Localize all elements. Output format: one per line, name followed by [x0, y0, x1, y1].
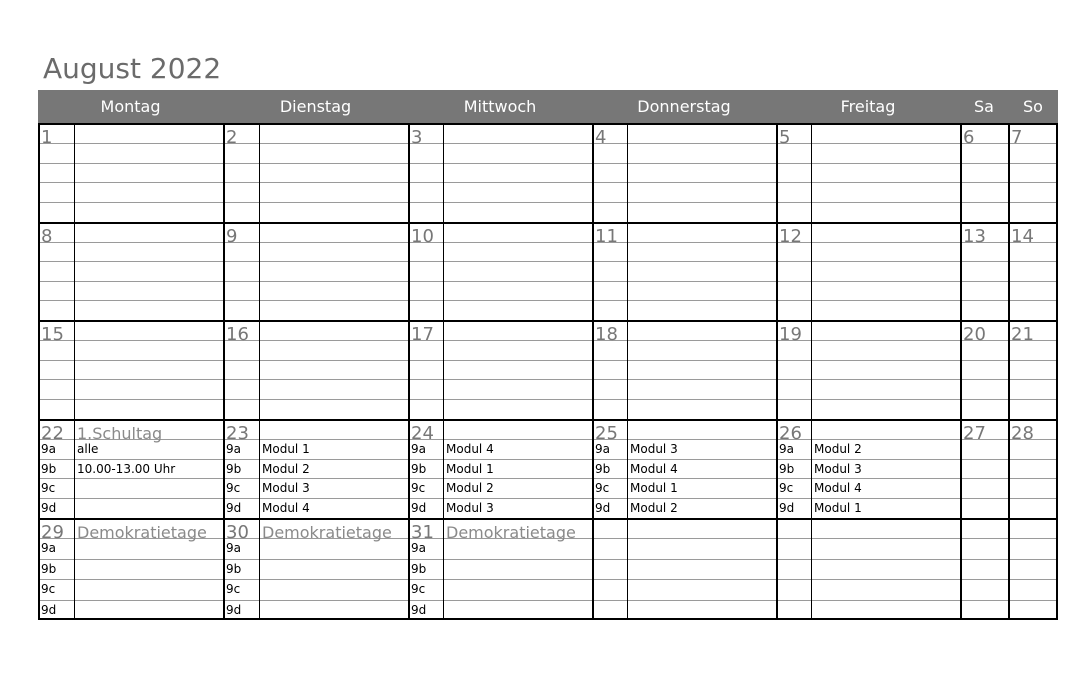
day-number: 20: [963, 324, 986, 345]
schedule-entry: Modul 3: [814, 462, 862, 476]
header-wednesday: Mittwoch: [463, 97, 537, 116]
day-number: 15: [41, 324, 64, 345]
day-number: 21: [1011, 324, 1034, 345]
column-separator: [223, 123, 225, 620]
column-separator: [408, 123, 410, 620]
day-number: 8: [41, 226, 53, 247]
schedule-entry: 10.00-13.00 Uhr: [77, 462, 176, 476]
class-label: 9a: [41, 442, 56, 456]
week-separator: [38, 518, 1058, 520]
day-number: 31: [411, 522, 434, 543]
day-number: 7: [1011, 127, 1023, 148]
class-label: 9b: [411, 562, 427, 576]
week-separator: [38, 618, 1058, 620]
schedule-entry: Modul 1: [446, 462, 494, 476]
day-number: 3: [411, 127, 423, 148]
ruled-line: [38, 242, 1058, 243]
ruled-line: [38, 281, 1058, 282]
header-thursday: Donnerstag: [637, 97, 731, 116]
class-label: 9b: [226, 462, 242, 476]
day-number: 13: [963, 226, 986, 247]
weekday-header: [38, 90, 1058, 123]
ruled-line: [38, 360, 1058, 361]
class-label: 9d: [411, 501, 427, 515]
ruled-line: [38, 459, 1058, 460]
schedule-entry: Modul 3: [446, 501, 494, 515]
ruled-line: [38, 202, 1058, 203]
column-separator: [776, 123, 778, 620]
class-label: 9d: [226, 501, 242, 515]
first-school-day-label: 1.Schultag: [77, 424, 163, 443]
class-label: 9a: [41, 541, 56, 555]
class-label: 9c: [411, 481, 426, 495]
label-column-line: [627, 123, 628, 620]
ruled-line: [38, 399, 1058, 400]
day-number: 16: [226, 324, 249, 345]
day-number: 11: [595, 226, 618, 247]
label-column-line: [74, 123, 75, 620]
schedule-entry: Modul 1: [630, 481, 678, 495]
schedule-entry: Modul 4: [630, 462, 678, 476]
day-number: 1: [41, 127, 53, 148]
schedule-entry: Modul 2: [630, 501, 678, 515]
ruled-line: [38, 143, 1058, 144]
ruled-line: [38, 261, 1058, 262]
ruled-line: [38, 182, 1058, 183]
schedule-entry: Modul 2: [446, 481, 494, 495]
class-label: 9b: [779, 462, 795, 476]
calendar-grid: [38, 123, 1058, 620]
class-label: 9b: [226, 562, 242, 576]
class-label: 9a: [411, 442, 426, 456]
day-number: 23: [226, 423, 249, 444]
class-label: 9b: [41, 562, 57, 576]
day-number: 5: [779, 127, 791, 148]
class-label: 9a: [411, 541, 426, 555]
democracy-days-label: Demokratietage: [262, 523, 392, 542]
class-label: 9c: [226, 481, 241, 495]
schedule-entry: Modul 3: [630, 442, 678, 456]
schedule-entry: Modul 3: [262, 481, 310, 495]
day-number: 10: [411, 226, 434, 247]
day-number: 29: [41, 522, 64, 543]
day-number: 18: [595, 324, 618, 345]
schedule-entry: Modul 4: [262, 501, 310, 515]
day-number: 9: [226, 226, 238, 247]
ruled-line: [38, 300, 1058, 301]
ruled-line: [38, 579, 1058, 580]
democracy-days-label: Demokratietage: [446, 523, 576, 542]
ruled-line: [38, 163, 1058, 164]
schedule-entry: Modul 2: [262, 462, 310, 476]
class-label: 9c: [595, 481, 610, 495]
column-separator: [38, 123, 40, 620]
day-number: 27: [963, 423, 986, 444]
class-label: 9c: [411, 582, 426, 596]
class-label: 9c: [41, 582, 56, 596]
day-number: 25: [595, 423, 618, 444]
label-column-line: [259, 123, 260, 620]
schedule-entry: Modul 1: [262, 442, 310, 456]
column-separator: [592, 123, 594, 620]
label-column-line: [443, 123, 444, 620]
week-separator: [38, 320, 1058, 322]
header-friday: Freitag: [840, 97, 896, 116]
schedule-entry: Modul 4: [814, 481, 862, 495]
class-label: 9a: [226, 541, 241, 555]
ruled-line: [38, 439, 1058, 440]
schedule-entry: Modul 1: [814, 501, 862, 515]
ruled-line: [38, 478, 1058, 479]
calendar-title: August 2022: [43, 52, 222, 85]
day-number: 12: [779, 226, 802, 247]
class-label: 9d: [226, 603, 242, 617]
week-separator: [38, 222, 1058, 224]
day-number: 28: [1011, 423, 1034, 444]
class-label: 9d: [411, 603, 427, 617]
column-separator: [960, 123, 962, 620]
ruled-line: [38, 379, 1058, 380]
class-label: 9c: [41, 481, 56, 495]
class-label: 9d: [779, 501, 795, 515]
week-separator: [38, 419, 1058, 421]
class-label: 9b: [411, 462, 427, 476]
day-number: 26: [779, 423, 802, 444]
schedule-entry: Modul 4: [446, 442, 494, 456]
ruled-line: [38, 340, 1058, 341]
class-label: 9a: [226, 442, 241, 456]
day-number: 2: [226, 127, 238, 148]
day-number: 4: [595, 127, 607, 148]
column-separator: [1056, 123, 1058, 620]
ruled-line: [38, 600, 1058, 601]
day-number: 19: [779, 324, 802, 345]
column-separator: [1008, 123, 1010, 620]
class-label: 9d: [595, 501, 611, 515]
day-number: 22: [41, 423, 64, 444]
class-label: 9b: [595, 462, 611, 476]
class-label: 9b: [41, 462, 57, 476]
class-label: 9a: [779, 442, 794, 456]
label-column-line: [811, 123, 812, 620]
ruled-line: [38, 559, 1058, 560]
schedule-entry: Modul 2: [814, 442, 862, 456]
schedule-entry: alle: [77, 442, 99, 456]
class-label: 9d: [41, 501, 57, 515]
class-label: 9c: [779, 481, 794, 495]
day-number: 17: [411, 324, 434, 345]
ruled-line: [38, 498, 1058, 499]
day-number: 14: [1011, 226, 1034, 247]
day-number: 30: [226, 522, 249, 543]
class-label: 9d: [41, 603, 57, 617]
header-monday: Montag: [100, 97, 161, 116]
header-sunday: So: [1023, 97, 1043, 116]
class-label: 9c: [226, 582, 241, 596]
week-separator: [38, 123, 1058, 125]
democracy-days-label: Demokratietage: [77, 523, 207, 542]
class-label: 9a: [595, 442, 610, 456]
header-saturday: Sa: [974, 97, 994, 116]
header-tuesday: Dienstag: [279, 97, 352, 116]
day-number: 24: [411, 423, 434, 444]
day-number: 6: [963, 127, 975, 148]
